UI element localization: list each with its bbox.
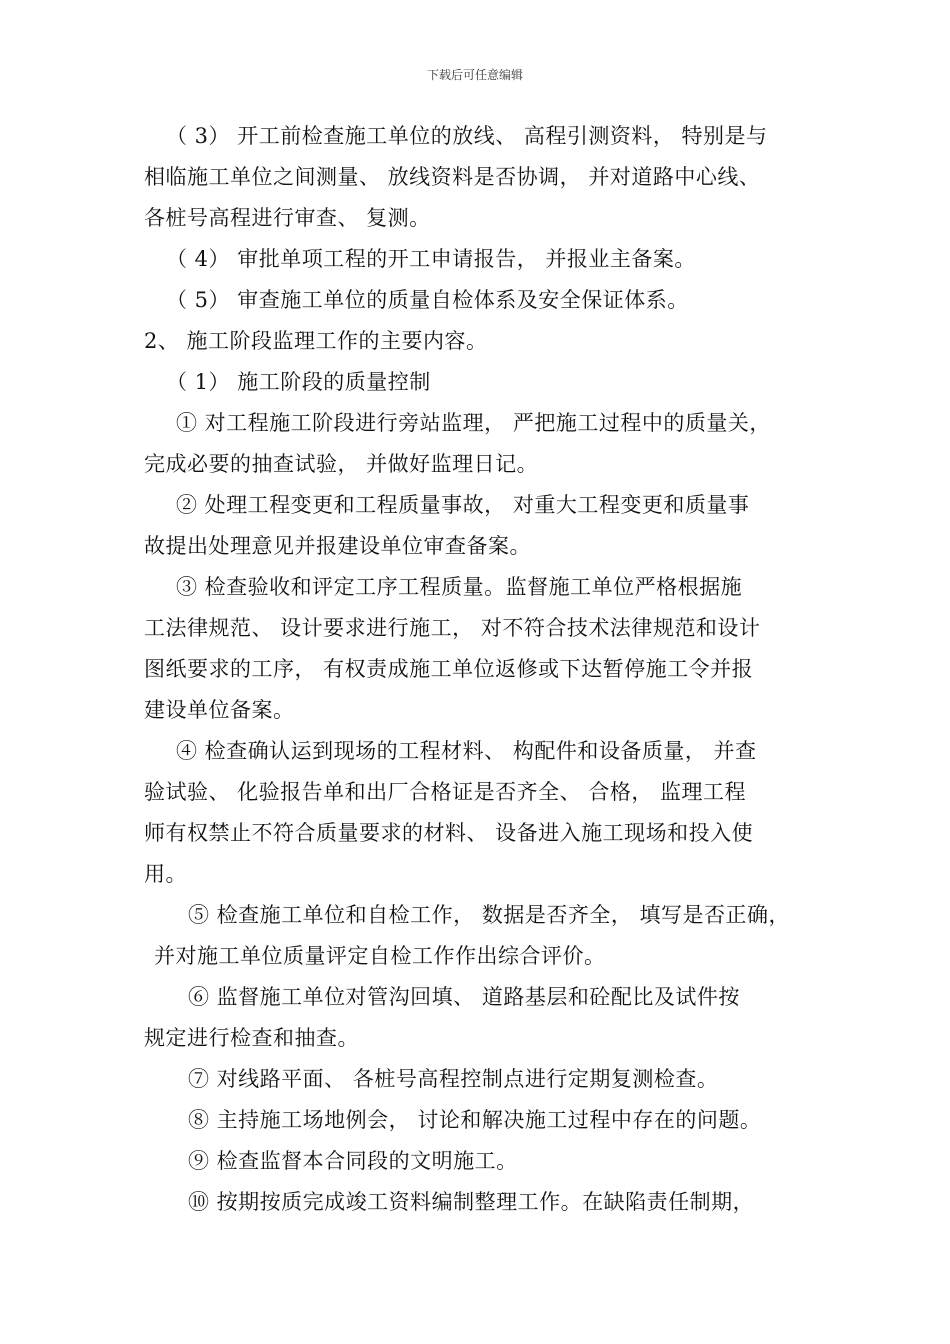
text-line: ③ 检查验收和评定工序工程质量。监督施工单位严格根据施 (176, 575, 743, 599)
text-line: （ 5） 审查施工单位的质量自检体系及安全保证体系。 (166, 288, 689, 312)
text-line: 用。 (144, 862, 187, 886)
text-line: ④ 检查确认运到现场的工程材料、 构配件和设备质量， 并查 (176, 739, 757, 763)
text-line: ① 对工程施工阶段进行旁站监理， 严把施工过程中的质量关， (176, 411, 771, 435)
text-line: 故提出处理意见并报建设单位审查备案。 (144, 534, 531, 558)
text-line: 师有权禁止不符合质量要求的材料、 设备进入施工现场和投入使 (144, 821, 754, 845)
text-line: 规定进行检查和抽查。 (144, 1026, 359, 1050)
text-line: 相临施工单位之间测量、 放线资料是否协调， 并对道路中心线、 (144, 165, 761, 189)
text-line: （ 3） 开工前检查施工单位的放线、 高程引测资料， 特别是与 (166, 124, 768, 148)
text-line: ⑦ 对线路平面、 各桩号高程控制点进行定期复测检查。 (188, 1067, 719, 1091)
text-line: 图纸要求的工序， 有权责成施工单位返修或下达暂停施工令并报 (144, 657, 754, 681)
text-line: ⑨ 检查监督本合同段的文明施工。 (188, 1149, 518, 1173)
subsection-heading: （ 1） 施工阶段的质量控制 (166, 370, 431, 394)
text-line: ② 处理工程变更和工程质量事故， 对重大工程变更和质量事 (176, 493, 750, 517)
text-line: 并对施工单位质量评定自检工作作出综合评价。 (154, 944, 606, 968)
text-line: ⑤ 检查施工单位和自检工作， 数据是否齐全， 填写是否正确， (188, 903, 791, 927)
text-line: ⑩ 按期按质完成竣工资料编制整理工作。在缺陷责任制期， (188, 1190, 755, 1214)
text-line: （ 4） 审批单项工程的开工申请报告， 并报业主备案。 (166, 247, 696, 271)
text-line: 各桩号高程进行审查、 复测。 (144, 206, 431, 230)
text-line: ⑥ 监督施工单位对管沟回填、 道路基层和砼配比及试件按 (188, 985, 740, 1009)
document-body (144, 116, 816, 1223)
text-line: 验试验、 化验报告单和出厂合格证是否齐全、 合格， 监理工程 (144, 780, 747, 804)
page-header: 下载后可任意编辑 (426, 68, 523, 82)
text-line: ⑧ 主持施工场地例会， 讨论和解决施工过程中存在的问题。 (188, 1108, 762, 1132)
section-heading: 2、 施工阶段监理工作的主要内容。 (144, 329, 488, 353)
text-line: 完成必要的抽查试验， 并做好监理日记。 (144, 452, 539, 476)
text-line: 工法律规范、 设计要求进行施工， 对不符合技术法律规范和设计 (144, 616, 761, 640)
text-line: 建设单位备案。 (144, 698, 295, 722)
